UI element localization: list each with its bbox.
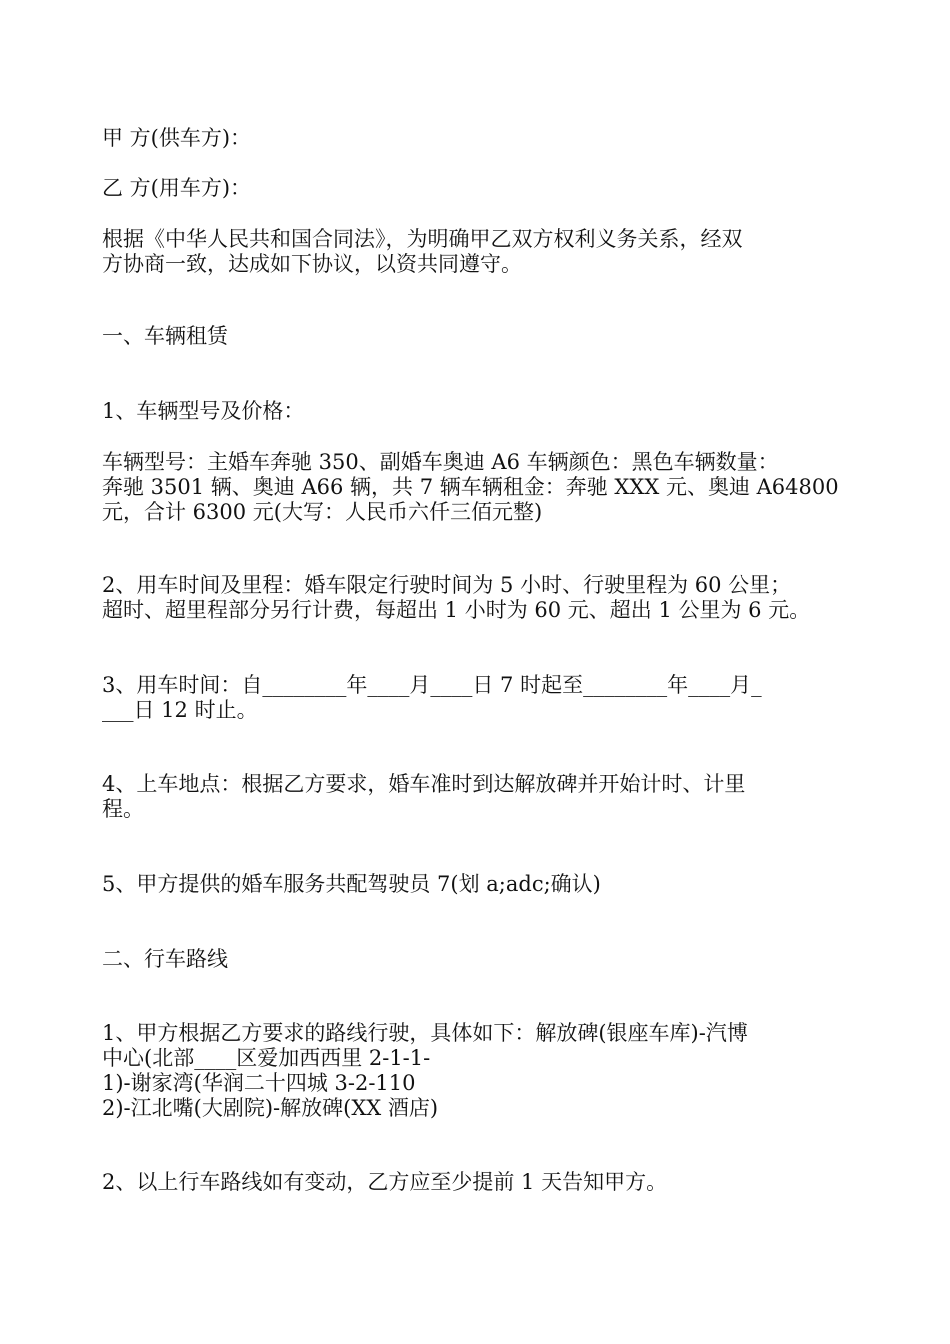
intro-line: 根据《中华人民共和国合同法》，为明确甲乙双方权利义务关系，经双 — [102, 227, 743, 251]
section-2-heading: 二、行车路线 — [102, 947, 228, 971]
route-1-line: 1)-谢家湾(华润二十四城 3-2-110 — [102, 1071, 416, 1095]
item-1-line: 元，合计 6300 元(大写：人民币六仟三佰元整) — [102, 500, 543, 524]
item-1-body — [102, 450, 854, 525]
intro-paragraph — [102, 227, 854, 277]
item-4-line: 4、上车地点：根据乙方要求，婚车准时到达解放碑并开始计时、计里 — [102, 772, 746, 796]
route-2-line: 2、以上行车路线如有变动，乙方应至少提前 1 天告知甲方。 — [102, 1170, 668, 1194]
item-4-line: 程。 — [102, 797, 144, 821]
route-1-line: 1、甲方根据乙方要求的路线行驶，具体如下：解放碑(银座车库)-汽博 — [102, 1021, 748, 1045]
section-1-heading: 一、车辆租赁 — [102, 324, 228, 348]
item-3-line: ___日 12 时止。 — [102, 698, 258, 722]
item-5-line: 5、甲方提供的婚车服务共配驾驶员 7(划 a;adc;确认) — [102, 872, 601, 896]
intro-line: 方协商一致，达成如下协议，以资共同遵守。 — [102, 252, 522, 276]
item-2-paragraph — [102, 573, 854, 623]
route-1-paragraph — [102, 1021, 854, 1121]
item-1-line: 车辆型号：主婚车奔驰 350、副婚车奥迪 A6 车辆颜色：黑色车辆数量： — [102, 450, 779, 474]
route-1-line: 中心(北部____区爱加西西里 2-1-1- — [102, 1046, 431, 1070]
party-a-line: 甲 方(供车方)： — [102, 126, 252, 150]
item-1-heading: 1、车辆型号及价格： — [102, 399, 305, 423]
item-4-paragraph — [102, 772, 854, 822]
item-3-paragraph — [102, 673, 854, 723]
route-1-line: 2)-江北嘴(大剧院)-解放碑(XX 酒店) — [102, 1096, 439, 1120]
party-b-line: 乙 方(用车方)： — [102, 176, 252, 200]
item-2-line: 超时、超里程部分另行计费，每超出 1 小时为 60 元、超出 1 公里为 6 元。 — [102, 598, 811, 622]
item-2-line: 2、用车时间及里程：婚车限定行驶时间为 5 小时、行驶里程为 60 公里； — [102, 573, 792, 597]
item-3-line: 3、用车时间：自________年____月____日 7 时起至________年____月_ — [102, 673, 762, 697]
item-1-line: 奔驰 3501 辆、奥迪 A66 辆，共 7 辆车辆租金：奔驰 XXX 元、奥迪 A64800 — [102, 475, 839, 499]
